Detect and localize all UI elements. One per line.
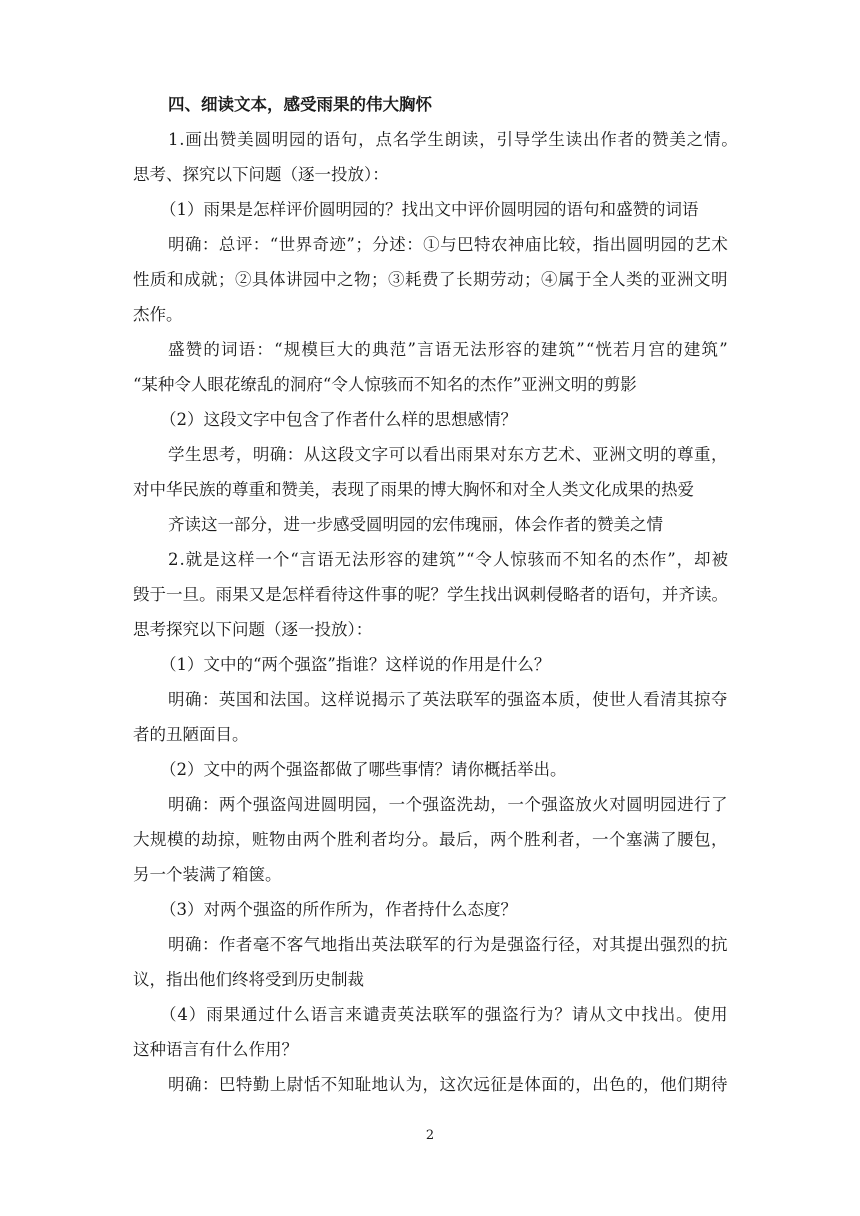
text-line: 性质和成就；②具体讲园中之物；③耗费了长期劳动；④属于全人类的亚洲文明 [133, 270, 728, 289]
text-line: 议，指出他们终将受到历史制裁 [133, 970, 364, 989]
text-line: 毁于一旦。雨果又是怎样看待这件事的呢？学生找出讽刺侵略者的语句，并齐读。 [133, 585, 729, 604]
text-line: 明确：英国和法国。这样说揭示了英法联军的强盗本质，使世人看清其掠夺 [168, 690, 728, 709]
text-line: 明确：作者毫不客气地指出英法联军的行为是强盗行径，对其提出强烈的抗 [168, 935, 728, 954]
text-line: 另一个装满了箱箧。 [133, 865, 282, 884]
text-line: 明确：巴特勤上尉恬不知耻地认为，这次远征是体面的，出色的，他们期待 [168, 1075, 728, 1094]
text-line: 齐读这一部分，进一步感受圆明园的宏伟瑰丽，体会作者的赞美之情 [168, 515, 663, 534]
text-line: （1）雨果是怎样评价圆明园的？找出文中评价圆明园的语句和盛赞的词语 [160, 200, 699, 219]
text-line: 杰作。 [133, 305, 183, 324]
text-line: 大规模的劫掠，赃物由两个胜利者均分。最后，两个胜利者，一个塞满了腰包， [133, 830, 728, 849]
text-line: 2.就是这样一个“言语无法形容的建筑”“令人惊骇而不知名的杰作”，却被 [168, 550, 729, 569]
text-line: 明确：两个强盗闯进圆明园，一个强盗洗劫，一个强盗放火对圆明园进行了 [168, 795, 728, 814]
text-line: 学生思考，明确：从这段文字可以看出雨果对东方艺术、亚洲文明的尊重， [168, 445, 728, 464]
text-line: 1.画出赞美圆明园的语句，点名学生朗读，引导学生读出作者的赞美之情。 [168, 130, 739, 149]
text-line: （2）文中的两个强盗都做了哪些事情？请你概括举出。 [160, 760, 567, 779]
text-line: 者的丑陋面目。 [133, 725, 249, 744]
text-line: （4）雨果通过什么语言来谴责英法联军的强盗行为？请从文中找出。使用 [160, 1005, 729, 1024]
text-line: （1）文中的“两个强盗”指谁？这样说的作用是什么？ [160, 655, 551, 674]
text-line: （3）对两个强盗的所作所为，作者持什么态度？ [160, 900, 517, 919]
text-line: 思考探究以下问题（逐一投放）： [133, 620, 373, 639]
text-line: 盛赞的词语：“规模巨大的典范”言语无法形容的建筑”“恍若月宫的建筑” [168, 340, 729, 359]
text-line: 明确：总评：“世界奇迹”；分述：①与巴特农神庙比较，指出圆明园的艺术 [168, 235, 729, 254]
text-line: 这种语言有什么作用？ [133, 1040, 298, 1059]
section-heading: 四、细读文本，感受雨果的伟大胸怀 [168, 95, 432, 114]
page-number: 2 [425, 1128, 435, 1143]
text-line: “某种令人眼花缭乱的洞府“令人惊骇而不知名的杰作”亚洲文明的剪影 [133, 375, 637, 394]
text-line: （2）这段文字中包含了作者什么样的思想感情？ [160, 410, 517, 429]
text-line: 思考、探究以下问题（逐一投放）： [133, 165, 389, 184]
text-line: 对中华民族的尊重和赞美，表现了雨果的博大胸怀和对全人类文化成果的热爱 [133, 480, 694, 499]
